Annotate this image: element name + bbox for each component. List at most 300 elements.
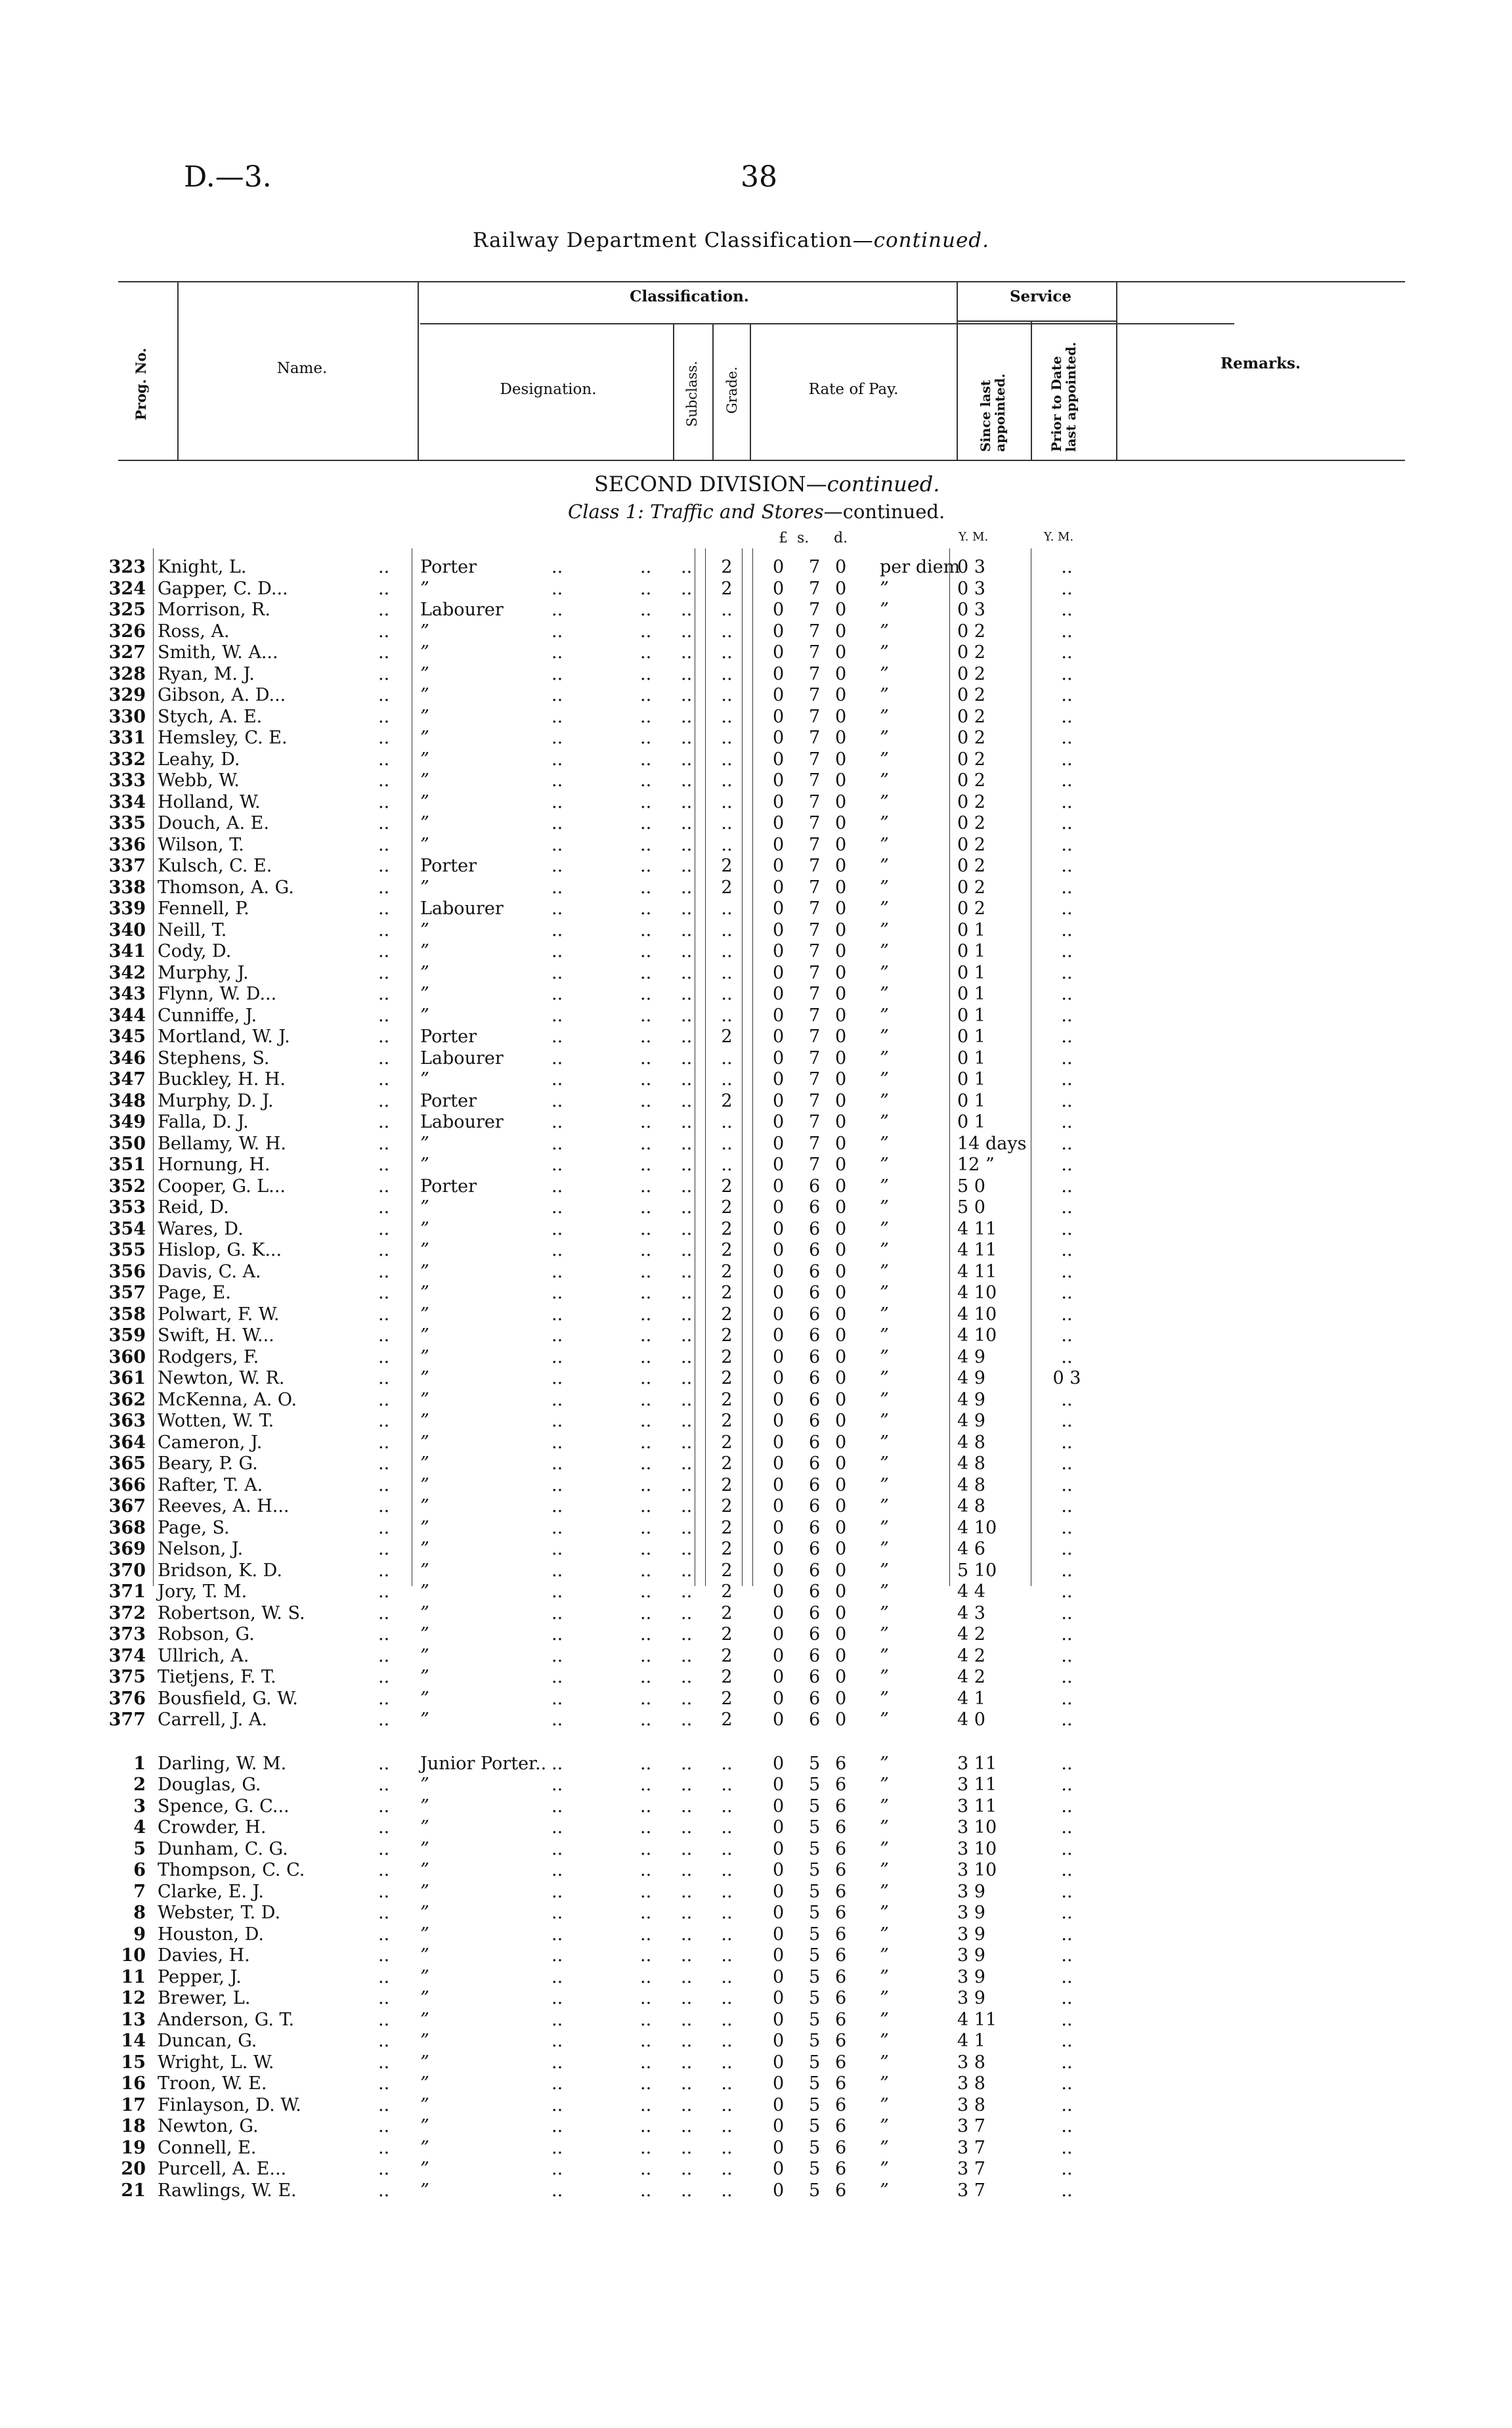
service-prior: .. [1061, 1903, 1073, 1923]
service-since-last: 3 8 [957, 2073, 985, 2094]
prog-number: 349 [108, 1112, 146, 1132]
leader-dots: .. [640, 1197, 652, 1218]
prog-number: 364 [108, 1432, 146, 1453]
leader-dots: .. [640, 2159, 652, 2179]
pay-pounds: 0 [773, 962, 785, 983]
service-since-last: 4 6 [957, 1539, 985, 1559]
leader-dots: .. [681, 1560, 693, 1581]
leader-dots: .. [681, 1474, 693, 1495]
pay-pence: 0 [835, 813, 847, 833]
pay-shillings: 6 [809, 1539, 821, 1559]
leader-dots: .. [378, 941, 390, 961]
leader-dots: .. [378, 1624, 390, 1644]
service-prior: .. [1061, 1645, 1073, 1666]
service-prior: .. [1061, 770, 1073, 791]
leader-dots: .. [640, 1860, 652, 1880]
employee-name: Houston, D. [158, 1924, 264, 1945]
leader-dots: .. [681, 1517, 693, 1538]
grade: .. [721, 706, 733, 727]
leader-dots: .. [681, 1261, 693, 1282]
leader-dots: .. [640, 1539, 652, 1559]
designation: ” [420, 2073, 429, 2094]
pay-pence: 6 [835, 1775, 847, 1795]
table-row [0, 792, 1512, 814]
pay-pence: 6 [835, 2031, 847, 2051]
service-prior: .. [1061, 1218, 1073, 1239]
leader-dots: .. [378, 1112, 390, 1132]
table-row [0, 1176, 1512, 1198]
pay-shillings: 5 [809, 2073, 821, 2094]
employee-name: Murphy, D. J. [158, 1090, 274, 1111]
leader-dots: .. [681, 791, 693, 812]
leader-dots: .. [681, 1432, 693, 1453]
grade: .. [721, 1112, 733, 1132]
leader-dots: .. [551, 2116, 563, 2136]
leader-dots: .. [378, 877, 390, 898]
title-continued: continued. [873, 229, 989, 252]
pay-shillings: 7 [809, 728, 821, 748]
document-reference: D.—3. [184, 160, 272, 194]
leader-dots: .. [551, 1539, 563, 1559]
employee-name: Bellamy, W. H. [158, 1133, 286, 1154]
designation: Porter [420, 856, 477, 876]
leader-dots: .. [551, 600, 563, 620]
employee-name: Thompson, C. C. [158, 1860, 305, 1880]
leader-dots: .. [378, 984, 390, 1004]
table-row [0, 963, 1512, 984]
leader-dots: .. [681, 1581, 693, 1602]
pay-shillings: 6 [809, 1624, 821, 1644]
pay-pence: 0 [835, 1069, 847, 1090]
leader-dots: .. [681, 557, 693, 577]
pay-note: ” [880, 1325, 889, 1346]
leader-dots: .. [681, 813, 693, 833]
leader-dots: .. [378, 2009, 390, 2030]
employee-name: Hornung, H. [158, 1155, 270, 1175]
prog-number: 346 [108, 1048, 146, 1069]
leader-dots: .. [378, 706, 390, 727]
pay-pence: 6 [835, 1860, 847, 1880]
pay-note: ” [880, 1474, 889, 1495]
pay-note: ” [880, 1988, 889, 2008]
prog-number: 352 [108, 1176, 146, 1197]
leader-dots: .. [551, 1496, 563, 1516]
leader-dots: .. [551, 642, 563, 663]
table-row [0, 1754, 1512, 1775]
employee-name: Brewer, L. [158, 1988, 251, 2008]
leader-dots: .. [681, 2137, 693, 2158]
employee-name: Bousfield, G. W. [158, 1688, 298, 1709]
leader-dots: .. [681, 1048, 693, 1069]
pay-pounds: 0 [773, 1796, 785, 1817]
designation: ” [420, 984, 429, 1004]
prog-number: 19 [121, 2137, 146, 2158]
employee-name: Stych, A. E. [158, 706, 263, 727]
pay-shillings: 7 [809, 898, 821, 919]
leader-dots: .. [551, 1924, 563, 1945]
pay-note: ” [880, 1048, 889, 1069]
grade: 2 [721, 1474, 733, 1495]
service-prior: .. [1061, 1753, 1073, 1774]
service-prior: .. [1061, 1176, 1073, 1197]
table-row [0, 2116, 1512, 2138]
pay-pounds: 0 [773, 2159, 785, 2179]
pay-shillings: 7 [809, 962, 821, 983]
leader-dots: .. [681, 706, 693, 727]
leader-dots: .. [378, 1411, 390, 1431]
table-row [0, 1689, 1512, 1710]
table-row [0, 2073, 1512, 2095]
grade: .. [721, 2094, 733, 2115]
prog-number: 373 [108, 1624, 146, 1644]
pay-note: ” [880, 791, 889, 812]
table-row [0, 1134, 1512, 1155]
pay-pence: 0 [835, 791, 847, 812]
pay-pounds: 0 [773, 834, 785, 855]
designation: ” [420, 1453, 429, 1474]
leader-dots: .. [378, 770, 390, 791]
pay-pence: 0 [835, 1304, 847, 1325]
pay-note: ” [880, 1560, 889, 1581]
employee-name: Cunniffe, J. [158, 1005, 257, 1026]
pay-shillings: 7 [809, 1133, 821, 1154]
leader-dots: .. [378, 1838, 390, 1859]
employee-name: Webb, W. [158, 770, 240, 791]
leader-dots: .. [681, 1838, 693, 1859]
leader-dots: .. [640, 621, 652, 642]
leader-dots: .. [681, 578, 693, 599]
pay-shillings: 6 [809, 1304, 821, 1325]
leader-dots: .. [551, 1474, 563, 1495]
grade: 2 [721, 1304, 733, 1325]
leader-dots: .. [378, 1133, 390, 1154]
grade: .. [721, 2031, 733, 2051]
pay-pounds: 0 [773, 578, 785, 599]
grade: 2 [721, 1539, 733, 1559]
prog-number: 339 [108, 898, 146, 919]
leader-dots: .. [378, 1988, 390, 2008]
leader-dots: .. [378, 1155, 390, 1175]
service-since-last: 3 10 [957, 1838, 997, 1859]
prog-number: 13 [121, 2009, 146, 2030]
prog-number: 330 [108, 706, 146, 727]
pay-note: ” [880, 919, 889, 940]
unit-pounds: £ [779, 530, 788, 546]
grade: .. [721, 2073, 733, 2094]
leader-dots: .. [681, 2031, 693, 2051]
prog-number: 15 [121, 2052, 146, 2073]
service-since-last: 0 3 [957, 557, 985, 577]
service-since-last: 4 9 [957, 1389, 985, 1410]
service-prior: .. [1061, 2180, 1073, 2201]
grade: 2 [721, 856, 733, 876]
pay-pence: 0 [835, 1005, 847, 1026]
leader-dots: .. [640, 898, 652, 919]
designation: ” [420, 2009, 429, 2030]
table-row [0, 1581, 1512, 1603]
prog-number: 354 [108, 1218, 146, 1239]
pay-pounds: 0 [773, 663, 785, 684]
pay-pounds: 0 [773, 642, 785, 663]
leader-dots: .. [551, 2094, 563, 2115]
designation: ” [420, 1539, 429, 1559]
leader-dots: .. [378, 2180, 390, 2201]
leader-dots: .. [551, 2073, 563, 2094]
leader-dots: .. [551, 1112, 563, 1132]
leader-dots: .. [681, 749, 693, 770]
grade: .. [721, 984, 733, 1004]
pay-pence: 0 [835, 898, 847, 919]
pay-pence: 0 [835, 1048, 847, 1069]
pay-pounds: 0 [773, 791, 785, 812]
service-since-last: 3 10 [957, 1817, 997, 1838]
pay-shillings: 5 [809, 2180, 821, 2201]
leader-dots: .. [378, 1197, 390, 1218]
pay-shillings: 5 [809, 1924, 821, 1945]
service-prior: .. [1061, 1602, 1073, 1623]
prog-number: 374 [108, 1645, 146, 1666]
grade: 2 [721, 1197, 733, 1218]
table-row [0, 1390, 1512, 1411]
pay-note: ” [880, 1453, 889, 1474]
designation: ” [420, 1496, 429, 1516]
pay-pounds: 0 [773, 1453, 785, 1474]
leader-dots: .. [640, 1218, 652, 1239]
employee-name: Carrell, J. A. [158, 1710, 267, 1730]
pay-pounds: 0 [773, 1966, 785, 1987]
pay-pence: 0 [835, 685, 847, 705]
designation: ” [420, 1966, 429, 1987]
leader-dots: .. [378, 2159, 390, 2179]
employee-name: Troon, W. E. [158, 2073, 267, 2094]
service-since-last: 0 2 [957, 898, 985, 919]
pay-note: ” [880, 1688, 889, 1709]
prog-number: 323 [108, 557, 146, 577]
leader-dots: .. [640, 1838, 652, 1859]
grade: 2 [721, 1283, 733, 1303]
service-prior: .. [1061, 600, 1073, 620]
pay-note: ” [880, 1496, 889, 1516]
prog-number: 356 [108, 1261, 146, 1282]
designation: Labourer [420, 600, 504, 620]
designation: ” [420, 1517, 429, 1538]
pay-shillings: 6 [809, 1176, 821, 1197]
service-prior: .. [1061, 1860, 1073, 1880]
leader-dots: .. [681, 1283, 693, 1303]
leader-dots: .. [681, 2159, 693, 2179]
leader-dots: .. [378, 642, 390, 663]
table-row [0, 1945, 1512, 1967]
leader-dots: .. [640, 1988, 652, 2008]
prog-number: 17 [121, 2094, 146, 2115]
leader-dots: .. [640, 2031, 652, 2051]
designation: ” [420, 2094, 429, 2115]
service-since-last: 0 1 [957, 984, 985, 1004]
service-prior: .. [1061, 2159, 1073, 2179]
pay-pence: 0 [835, 663, 847, 684]
designation: ” [420, 685, 429, 705]
table-row [0, 621, 1512, 643]
leader-dots: .. [378, 1710, 390, 1730]
pay-pounds: 0 [773, 2031, 785, 2051]
service-since-last: 4 11 [957, 1218, 997, 1239]
employee-name: Purcell, A. E... [158, 2159, 287, 2179]
grade: .. [721, 621, 733, 642]
pay-pounds: 0 [773, 1710, 785, 1730]
table-row [0, 600, 1512, 621]
employee-name: Cooper, G. L... [158, 1176, 286, 1197]
pay-pounds: 0 [773, 1988, 785, 2008]
prog-number: 7 [133, 1881, 146, 1902]
pay-note: ” [880, 1645, 889, 1666]
leader-dots: .. [551, 1710, 563, 1730]
pay-shillings: 6 [809, 1240, 821, 1260]
pay-pounds: 0 [773, 706, 785, 727]
service-prior: .. [1061, 578, 1073, 599]
designation: ” [420, 2031, 429, 2051]
designation: ” [420, 2159, 429, 2179]
employee-name: Polwart, F. W. [158, 1304, 280, 1325]
pay-note: ” [880, 1817, 889, 1838]
employee-name: Ross, A. [158, 621, 230, 642]
leader-dots: .. [378, 898, 390, 919]
prog-number: 14 [121, 2031, 146, 2051]
pay-shillings: 5 [809, 1945, 821, 1966]
leader-dots: .. [681, 1881, 693, 1902]
pay-shillings: 5 [809, 1966, 821, 1987]
service-since-last: 4 10 [957, 1517, 997, 1538]
pay-pounds: 0 [773, 1176, 785, 1197]
designation: ” [420, 1881, 429, 1902]
service-prior: .. [1061, 1581, 1073, 1602]
prog-number: 377 [108, 1710, 146, 1730]
employee-name: Rodgers, F. [158, 1346, 259, 1367]
pay-pounds: 0 [773, 1005, 785, 1026]
pay-note: ” [880, 1581, 889, 1602]
employee-name: Wright, L. W. [158, 2052, 274, 2073]
prog-number: 347 [108, 1069, 146, 1090]
leader-dots: .. [378, 1474, 390, 1495]
employee-name: Gapper, C. D... [158, 578, 288, 599]
pay-pence: 0 [835, 1581, 847, 1602]
pay-pounds: 0 [773, 2009, 785, 2030]
leader-dots: .. [378, 600, 390, 620]
pay-note: ” [880, 685, 889, 705]
prog-number: 1 [133, 1753, 146, 1774]
table-row [0, 1112, 1512, 1134]
service-since-last: 0 2 [957, 770, 985, 791]
leader-dots: .. [681, 1645, 693, 1666]
leader-dots: .. [681, 685, 693, 705]
pay-note: ” [880, 1924, 889, 1945]
unit-pence: d. [834, 530, 848, 546]
pay-pence: 0 [835, 1197, 847, 1218]
prog-number: 369 [108, 1539, 146, 1559]
pay-pence: 0 [835, 1560, 847, 1581]
leader-dots: .. [640, 1176, 652, 1197]
pay-pence: 0 [835, 1346, 847, 1367]
pay-shillings: 6 [809, 1645, 821, 1666]
service-prior: .. [1061, 1026, 1073, 1047]
leader-dots: .. [640, 1432, 652, 1453]
pay-shillings: 6 [809, 1325, 821, 1346]
prog-number: 4 [133, 1817, 146, 1838]
grade: .. [721, 1155, 733, 1175]
pay-note: ” [880, 1283, 889, 1303]
designation: ” [420, 1667, 429, 1687]
leader-dots: .. [681, 1026, 693, 1047]
service-prior: .. [1061, 557, 1073, 577]
pay-shillings: 7 [809, 770, 821, 791]
grade: 2 [721, 557, 733, 577]
grade: 2 [721, 1496, 733, 1516]
leader-dots: .. [551, 1581, 563, 1602]
pay-shillings: 5 [809, 1817, 821, 1838]
employee-name: Cody, D. [158, 941, 232, 961]
employee-name: Reeves, A. H... [158, 1496, 290, 1516]
employee-name: Stephens, S. [158, 1048, 270, 1069]
leader-dots: .. [681, 1240, 693, 1260]
prog-number: 6 [133, 1860, 146, 1880]
table-row [0, 770, 1512, 792]
service-since-last: 4 8 [957, 1453, 985, 1474]
leader-dots: .. [378, 1539, 390, 1559]
leader-dots: .. [378, 1325, 390, 1346]
designation: ” [420, 1796, 429, 1817]
leader-dots: .. [378, 621, 390, 642]
pay-pence: 6 [835, 1796, 847, 1817]
service-prior: .. [1061, 1496, 1073, 1516]
grade: 2 [721, 1325, 733, 1346]
pay-pence: 0 [835, 621, 847, 642]
pay-pence: 6 [835, 2073, 847, 2094]
pay-pounds: 0 [773, 2073, 785, 2094]
designation: ” [420, 1903, 429, 1923]
leader-dots: .. [378, 1945, 390, 1966]
service-since-last: 4 10 [957, 1283, 997, 1303]
leader-dots: .. [681, 1796, 693, 1817]
prog-number: 331 [108, 728, 146, 748]
table-row [0, 728, 1512, 749]
page-number: 38 [741, 160, 777, 194]
designation: Porter [420, 557, 477, 577]
table-row [0, 984, 1512, 1005]
service-prior: .. [1061, 1796, 1073, 1817]
table-row [0, 1155, 1512, 1176]
leader-dots: .. [378, 1261, 390, 1282]
pay-shillings: 7 [809, 578, 821, 599]
leader-dots: .. [681, 1688, 693, 1709]
pay-pounds: 0 [773, 877, 785, 898]
grade: .. [721, 941, 733, 961]
grade: .. [721, 685, 733, 705]
pay-pence: 0 [835, 770, 847, 791]
pay-shillings: 7 [809, 600, 821, 620]
leader-dots: .. [551, 1860, 563, 1880]
pay-pence: 6 [835, 1988, 847, 2008]
service-prior: .. [1061, 1283, 1073, 1303]
leader-dots: .. [681, 1667, 693, 1687]
grade: 2 [721, 1517, 733, 1538]
pay-note: ” [880, 728, 889, 748]
leader-dots: .. [640, 663, 652, 684]
pay-pounds: 0 [773, 1155, 785, 1175]
employee-name: Ullrich, A. [158, 1645, 249, 1666]
leader-dots: .. [551, 1560, 563, 1581]
leader-dots: .. [681, 728, 693, 748]
pay-pence: 6 [835, 2052, 847, 2073]
pay-pence: 0 [835, 1688, 847, 1709]
